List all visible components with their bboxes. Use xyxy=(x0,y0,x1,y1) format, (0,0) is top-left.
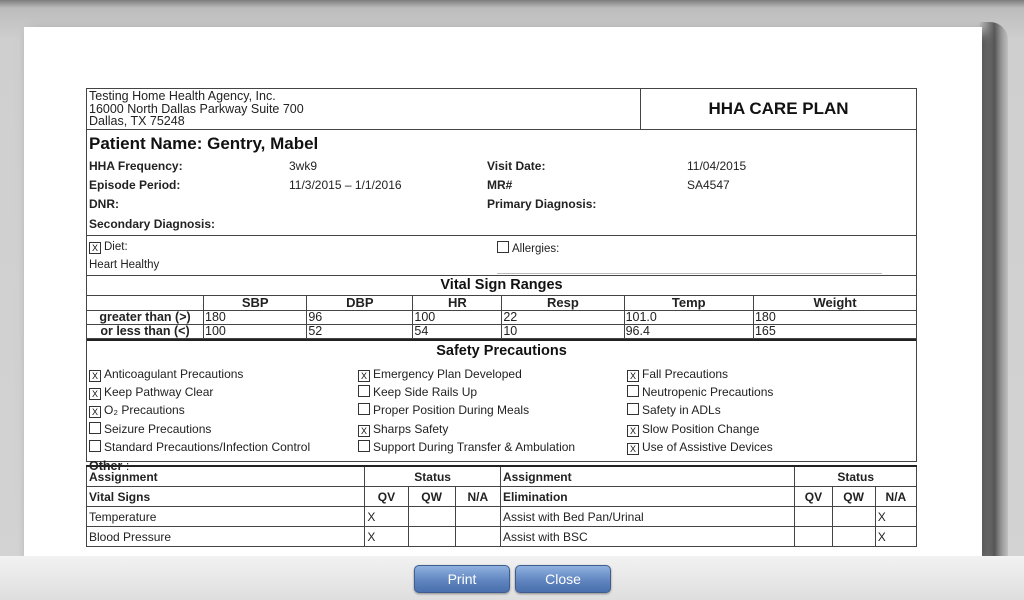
safety-checkbox[interactable]: X xyxy=(627,443,639,455)
dnr-label: DNR: xyxy=(89,197,119,211)
status-header-right: Status xyxy=(795,466,917,487)
assignment-left-na xyxy=(455,527,500,547)
safety-item xyxy=(627,367,728,382)
mr-value: SA4547 xyxy=(687,178,730,192)
patient-name-label: Patient Name: xyxy=(89,134,203,153)
allergies-label: Allergies: xyxy=(512,243,560,255)
table-row xyxy=(87,507,917,527)
group-elimination: Elimination xyxy=(500,487,794,507)
visit-date-label: Visit Date: xyxy=(487,159,546,173)
assignment-header-right: Assignment xyxy=(500,466,794,487)
agency-address-line1: 16000 North Dallas Parkway Suite 700 xyxy=(89,101,304,116)
care-plan-dialog xyxy=(24,27,982,556)
vital-signs-row-greater xyxy=(87,311,916,325)
vital-signs-title: Vital Sign Ranges xyxy=(440,277,563,293)
other-colon: : xyxy=(125,459,130,473)
temp-max: 101.0 xyxy=(624,311,753,325)
qw-header-left: QW xyxy=(408,487,455,507)
safety-checkbox[interactable] xyxy=(89,422,101,434)
safety-item xyxy=(358,440,575,454)
other-label: Other xyxy=(89,459,123,473)
patient-name-row xyxy=(87,130,916,156)
dbp-min: 52 xyxy=(307,325,413,339)
mr-label: MR# xyxy=(487,178,513,192)
resp-max: 22 xyxy=(502,311,624,325)
safety-checkbox[interactable]: X xyxy=(358,370,370,382)
visit-date-value: 11/04/2015 xyxy=(687,159,747,173)
table-row xyxy=(87,527,917,547)
safety-item-label: Standard Precautions/Infection Control xyxy=(104,440,311,454)
qv-header-left: QV xyxy=(365,487,408,507)
diet-option xyxy=(89,241,128,254)
safety-item xyxy=(627,422,759,437)
safety-item xyxy=(627,440,773,455)
assignment-left-qw xyxy=(408,507,455,527)
qw-header-right: QW xyxy=(832,487,875,507)
safety-checkbox[interactable]: X xyxy=(89,388,101,400)
safety-item-label: Safety in ADLs xyxy=(642,403,721,417)
safety-item-label: O₂ Precautions xyxy=(104,403,185,417)
vital-signs-table xyxy=(87,295,916,339)
hr-max: 100 xyxy=(413,311,502,325)
safety-checkbox[interactable] xyxy=(358,385,370,397)
hha-frequency-value: 3wk9 xyxy=(289,159,318,173)
na-header-left: N/A xyxy=(455,487,500,507)
assignment-left-task: Temperature xyxy=(87,507,365,527)
safety-item xyxy=(627,403,721,417)
assignment-right-na: X xyxy=(875,507,916,527)
diet-section xyxy=(87,235,916,275)
row-label-less: or less than (<) xyxy=(87,325,204,339)
row-label-greater: greater than (>) xyxy=(87,311,204,325)
safety-precautions-title: Safety Precautions xyxy=(436,343,567,359)
assignment-right-task: Assist with Bed Pan/Urinal xyxy=(500,507,794,527)
column-sbp: SBP xyxy=(204,296,307,311)
safety-item xyxy=(627,385,773,399)
na-header-right: N/A xyxy=(875,487,916,507)
sbp-max: 180 xyxy=(204,311,307,325)
safety-item xyxy=(358,422,448,437)
safety-checkbox[interactable]: X xyxy=(627,425,639,437)
status-header-left: Status xyxy=(365,466,501,487)
safety-item-label: Neutropenic Precautions xyxy=(642,385,774,399)
care-plan-document xyxy=(86,88,917,547)
safety-item-label: Use of Assistive Devices xyxy=(642,440,773,454)
hha-frequency-label: HHA Frequency: xyxy=(89,159,183,173)
other-row xyxy=(89,459,129,473)
safety-checkbox[interactable] xyxy=(627,385,639,397)
assignment-right-qv xyxy=(795,527,832,547)
document-header xyxy=(87,89,916,130)
allergies-underline xyxy=(497,273,882,274)
resp-min: 10 xyxy=(502,325,624,339)
safety-checkbox[interactable] xyxy=(358,403,370,415)
allergies-checkbox[interactable] xyxy=(497,241,509,253)
document-title: HHA CARE PLAN xyxy=(708,99,849,118)
assignment-table xyxy=(86,465,917,547)
dialog-footer xyxy=(0,556,1024,600)
assignment-right-qw xyxy=(832,507,875,527)
vital-signs-corner xyxy=(87,296,204,311)
hr-min: 54 xyxy=(413,325,502,339)
agency-block xyxy=(87,89,641,129)
column-temp: Temp xyxy=(624,296,753,311)
column-dbp: DBP xyxy=(307,296,413,311)
qv-header-right: QV xyxy=(795,487,832,507)
safety-checkbox[interactable] xyxy=(627,403,639,415)
assignment-left-qv: X xyxy=(365,527,408,547)
assignment-header-left: Assignment xyxy=(87,466,365,487)
assignment-group-row xyxy=(87,487,917,507)
weight-max: 180 xyxy=(753,311,916,325)
safety-item-label: Proper Position During Meals xyxy=(373,403,530,417)
primary-diagnosis-label: Primary Diagnosis: xyxy=(487,197,597,211)
diet-checkbox[interactable]: X xyxy=(89,242,101,254)
safety-item-label: Slow Position Change xyxy=(642,422,760,436)
sbp-min: 100 xyxy=(204,325,307,339)
assignment-header-row xyxy=(87,466,917,487)
assignment-right-task: Assist with BSC xyxy=(500,527,794,547)
safety-checkbox[interactable]: X xyxy=(89,406,101,418)
diet-value: Heart Healthy xyxy=(89,259,160,271)
vital-signs-section xyxy=(87,275,916,339)
safety-item xyxy=(89,422,211,436)
safety-item-label: Keep Pathway Clear xyxy=(104,385,214,399)
safety-item xyxy=(358,367,522,382)
vital-signs-header-row xyxy=(87,296,916,311)
safety-item xyxy=(358,403,529,417)
safety-checkbox[interactable]: X xyxy=(627,370,639,382)
assignment-right-qv xyxy=(795,507,832,527)
safety-item xyxy=(89,385,213,400)
safety-item-label: Sharps Safety xyxy=(373,422,449,436)
episode-period-value: 11/3/2015 – 1/1/2016 xyxy=(289,178,402,192)
safety-checkbox[interactable]: X xyxy=(89,370,101,382)
group-vital-signs: Vital Signs xyxy=(87,487,365,507)
safety-item-label: Seizure Precautions xyxy=(104,422,212,436)
modal-edge-shadow xyxy=(978,22,1008,556)
weight-min: 165 xyxy=(753,325,916,339)
document-frame xyxy=(86,88,917,473)
diet-label: Diet: xyxy=(104,241,128,253)
episode-period-label: Episode Period: xyxy=(89,178,181,192)
secondary-diagnosis-label: Secondary Diagnosis: xyxy=(89,217,216,231)
print-button[interactable]: Print xyxy=(414,565,510,593)
patient-name: Gentry, Mabel xyxy=(207,134,319,153)
safety-item xyxy=(358,385,477,399)
patient-info xyxy=(87,156,916,235)
safety-item-label: Keep Side Rails Up xyxy=(373,385,478,399)
column-resp: Resp xyxy=(502,296,624,311)
safety-checkbox[interactable] xyxy=(89,440,101,452)
vital-signs-row-less xyxy=(87,325,916,339)
agency-address-line2: Dallas, TX 75248 xyxy=(89,114,185,128)
assignment-right-na: X xyxy=(875,527,916,547)
column-hr: HR xyxy=(413,296,502,311)
assignment-left-qw xyxy=(408,527,455,547)
safety-checkbox[interactable] xyxy=(358,440,370,452)
agency-name: Testing Home Health Agency, Inc. xyxy=(89,89,276,103)
safety-item-label: Anticoagulant Precautions xyxy=(104,367,244,381)
safety-precautions-section xyxy=(87,339,916,473)
safety-item xyxy=(89,403,185,418)
column-weight: Weight xyxy=(753,296,916,311)
assignment-right-qw xyxy=(832,527,875,547)
safety-item xyxy=(89,440,310,454)
safety-item-label: Support During Transfer & Ambulation xyxy=(373,440,576,454)
allergies-option xyxy=(497,241,559,255)
safety-checkbox[interactable]: X xyxy=(358,425,370,437)
temp-min: 96.4 xyxy=(624,325,753,339)
assignment-left-qv: X xyxy=(365,507,408,527)
dbp-max: 96 xyxy=(307,311,413,325)
safety-item-label: Fall Precautions xyxy=(642,367,729,381)
close-button[interactable]: Close xyxy=(515,565,611,593)
assignment-left-na xyxy=(455,507,500,527)
safety-item-label: Emergency Plan Developed xyxy=(373,367,522,381)
safety-item xyxy=(89,367,243,382)
assignment-left-task: Blood Pressure xyxy=(87,527,365,547)
